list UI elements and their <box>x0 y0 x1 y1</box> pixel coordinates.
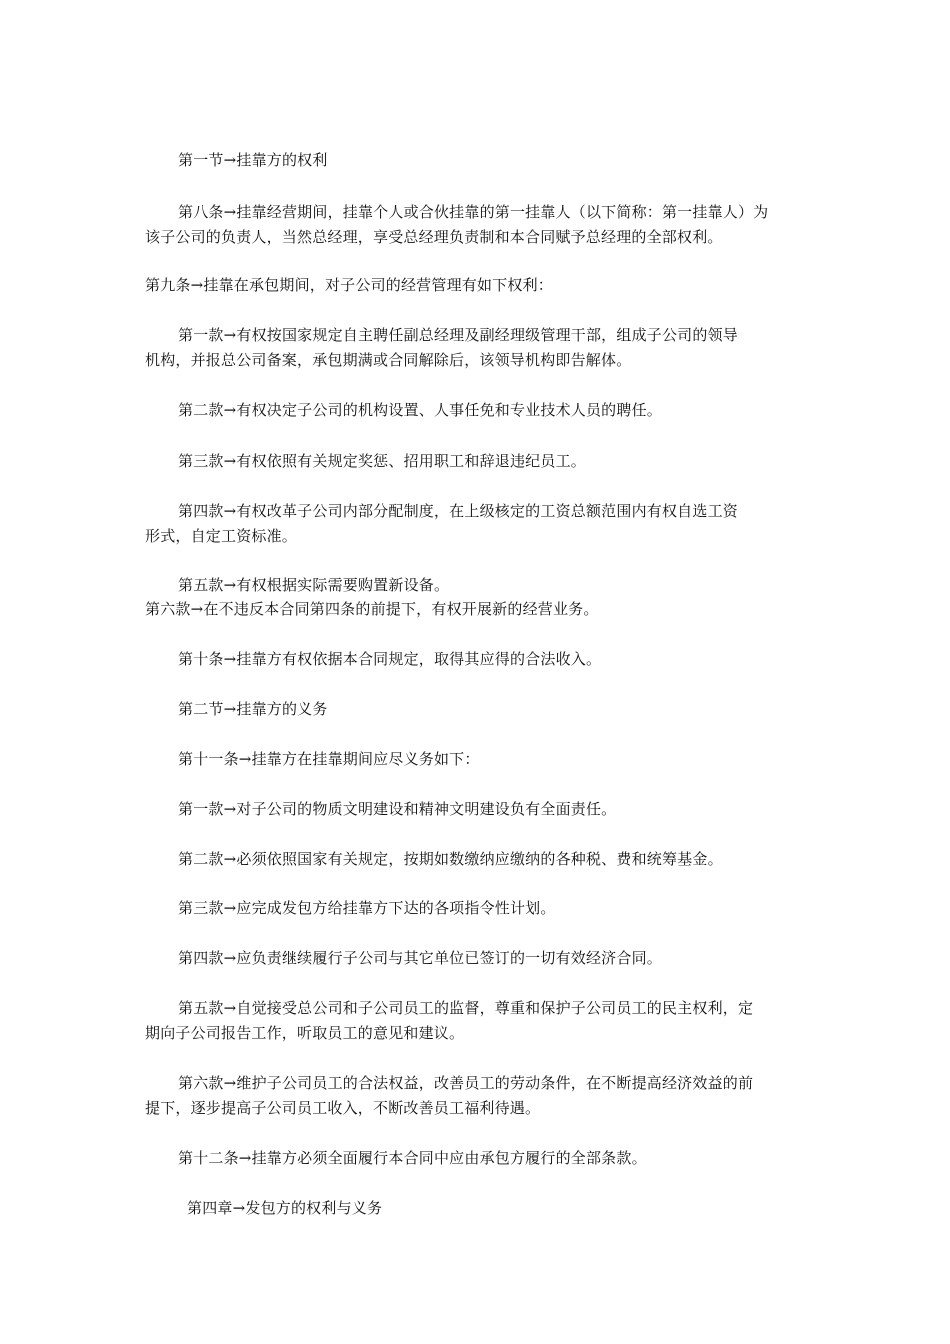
article-10: 第十条→挂靠方有权依据本合同规定，取得其应得的合法收入。 <box>178 650 602 668</box>
clause-2: 第二款→有权决定子公司的机构设置、人事任免和专业技术人员的聘任。 <box>178 401 662 419</box>
clause-3: 第三款→有权依照有关规定奖惩、招用职工和辞退违纪员工。 <box>178 452 586 470</box>
clause-1-line-1: 第一款→有权按国家规定自主聘任副总经理及副经理级管理干部，组成子公司的领导 <box>178 326 738 344</box>
article-8-line-2: 该子公司的负责人，当然总经理，享受总经理负责制和本合同赋予总经理的全部权利。 <box>145 228 723 246</box>
clause-1-line-2: 机构，并报总公司备案，承包期满或合同解除后，该领导机构即告解体。 <box>145 351 632 369</box>
duty-clause-5-line-2: 期向子公司报告工作，听取员工的意见和建议。 <box>145 1024 465 1042</box>
duty-clause-3: 第三款→应完成发包方给挂靠方下达的各项指令性计划。 <box>178 899 556 917</box>
duty-clause-4: 第四款→应负责继续履行子公司与其它单位已签订的一切有效经济合同。 <box>178 949 662 967</box>
article-8-line-1: 第八条→挂靠经营期间，挂靠个人或合伙挂靠的第一挂靠人（以下简称：第一挂靠人）为 <box>178 203 769 221</box>
article-12: 第十二条→挂靠方必须全面履行本合同中应由承包方履行的全部条款。 <box>178 1149 647 1167</box>
clause-4-line-2: 形式，自定工资标准。 <box>145 527 298 545</box>
article-11: 第十一条→挂靠方在挂靠期间应尽义务如下： <box>178 750 480 768</box>
duty-clause-5-line-1: 第五款→自觉接受总公司和子公司员工的监督，尊重和保护子公司员工的民主权利，定 <box>178 999 754 1017</box>
article-9: 第九条→挂靠在承包期间，对子公司的经营管理有如下权利： <box>145 276 553 294</box>
clause-5: 第五款→有权根据实际需要购置新设备。 <box>178 576 450 594</box>
chapter-4-heading: 第四章→发包方的权利与义务 <box>187 1199 383 1217</box>
section-heading-1: 第一节→挂靠方的权利 <box>178 151 328 169</box>
duty-clause-1: 第一款→对子公司的物质文明建设和精神文明建设负有全面责任。 <box>178 800 617 818</box>
duty-clause-6-line-1: 第六款→维护子公司员工的合法权益，改善员工的劳动条件，在不断提高经济效益的前 <box>178 1074 754 1092</box>
section-heading-2: 第二节→挂靠方的义务 <box>178 700 328 718</box>
clause-6: 第六款→在不违反本合同第四条的前提下，有权开展新的经营业务。 <box>145 600 599 618</box>
duty-clause-2: 第二款→必须依照国家有关规定，按期如数缴纳应缴纳的各种税、费和统筹基金。 <box>178 850 723 868</box>
clause-4-line-1: 第四款→有权改革子公司内部分配制度，在上级核定的工资总额范围内有权自选工资 <box>178 502 738 520</box>
duty-clause-6-line-2: 提下，逐步提高子公司员工收入，不断改善员工福利待遇。 <box>145 1099 541 1117</box>
